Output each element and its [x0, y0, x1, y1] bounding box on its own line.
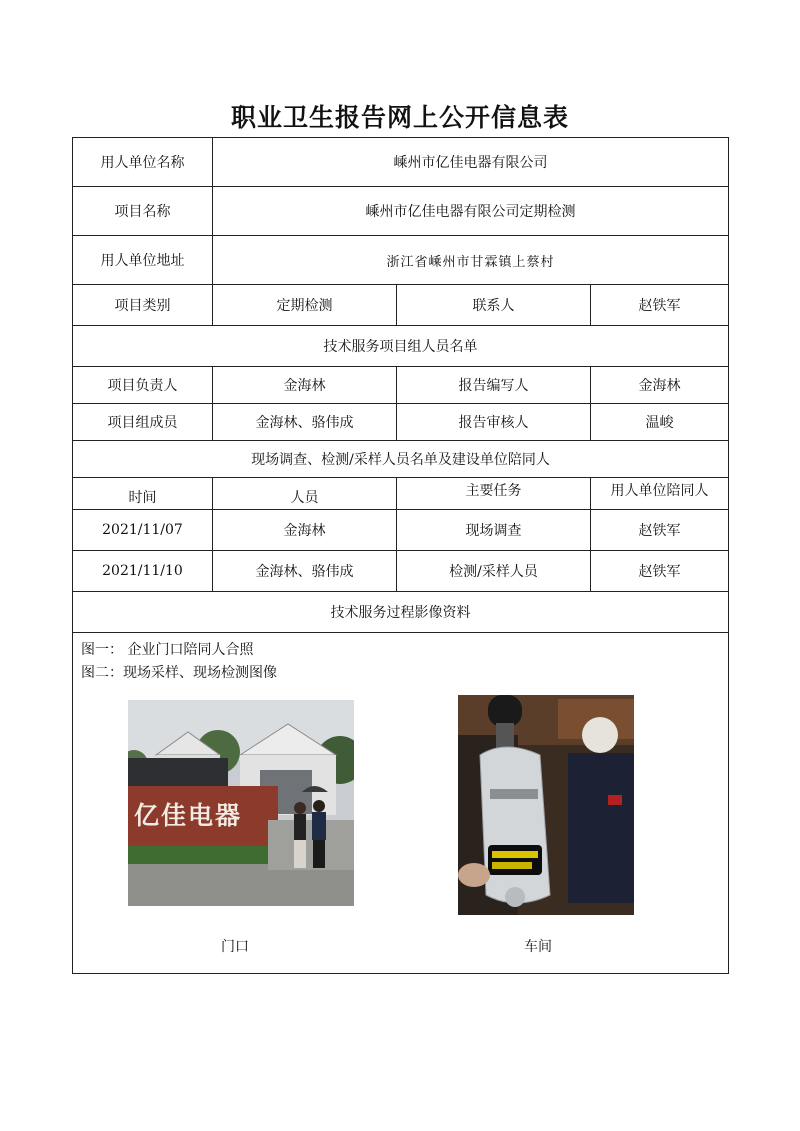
- address-label: 用人单位地址: [73, 236, 213, 285]
- writer-label: 报告编写人: [397, 367, 591, 404]
- survey-staff: 金海林: [213, 510, 397, 551]
- survey-task: 检测/采样人员: [397, 551, 591, 592]
- survey-task: 现场调查: [397, 510, 591, 551]
- column-escort: 用人单位陪同人: [591, 478, 729, 510]
- reviewer-label: 报告审核人: [397, 404, 591, 441]
- workshop-photo-label: 车间: [524, 939, 552, 955]
- survey-date: 2021/11/10: [73, 551, 213, 592]
- table-row: [73, 510, 729, 551]
- workshop-photo-image: [458, 695, 634, 915]
- reviewer-value: 温峻: [591, 404, 729, 441]
- team-heading: 技术服务项目组人员名单: [73, 326, 729, 367]
- category-row: [73, 285, 729, 326]
- survey-heading: 现场调查、检测/采样人员名单及建设单位陪同人: [73, 441, 729, 478]
- page-title: 职业卫生报告网上公开信息表: [230, 103, 569, 132]
- gate-photo-image: [128, 700, 354, 906]
- team-heading-row: [73, 326, 729, 367]
- info-table: [72, 137, 729, 974]
- gate-sign-text: 亿佳电器: [134, 801, 243, 830]
- team-members-row: [73, 404, 729, 441]
- members-label: 项目组成员: [73, 404, 213, 441]
- project-row: [73, 187, 729, 236]
- gate-photo-label: 门口: [221, 939, 249, 955]
- leader-value: 金海林: [213, 367, 397, 404]
- leader-label: 项目负责人: [73, 367, 213, 404]
- table-row: [73, 551, 729, 592]
- category-label: 项目类别: [73, 285, 213, 326]
- caption-figure-1: 图一： 企业门口陪同人合照: [81, 642, 254, 658]
- caption-figure-2: 图二：现场采样、现场检测图像: [81, 665, 277, 681]
- images-heading: 技术服务过程影像资料: [73, 592, 729, 633]
- survey-column-header: [73, 478, 729, 510]
- images-row: [73, 633, 729, 974]
- survey-escort: 赵铁军: [591, 551, 729, 592]
- survey-escort: 赵铁军: [591, 510, 729, 551]
- employer-label: 用人单位名称: [73, 138, 213, 187]
- workshop-photo: [458, 695, 634, 915]
- column-time: 时间: [73, 478, 213, 510]
- project-label: 项目名称: [73, 187, 213, 236]
- address-value: 浙江省嵊州市甘霖镇上蔡村: [213, 236, 729, 285]
- column-task: 主要任务: [397, 478, 591, 510]
- members-value: 金海林、骆伟成: [213, 404, 397, 441]
- images-heading-row: [73, 592, 729, 633]
- employer-row: [73, 138, 729, 187]
- survey-date: 2021/11/07: [73, 510, 213, 551]
- contact-value: 赵铁军: [591, 285, 729, 326]
- survey-staff: 金海林、骆伟成: [213, 551, 397, 592]
- team-leader-row: [73, 367, 729, 404]
- gate-photo: [128, 700, 354, 906]
- category-value: 定期检测: [213, 285, 397, 326]
- column-staff: 人员: [213, 478, 397, 510]
- survey-heading-row: [73, 441, 729, 478]
- contact-label: 联系人: [397, 285, 591, 326]
- images-cell: [73, 633, 729, 974]
- employer-value: 嵊州市亿佳电器有限公司: [213, 138, 729, 187]
- project-value: 嵊州市亿佳电器有限公司定期检测: [213, 187, 729, 236]
- writer-value: 金海林: [591, 367, 729, 404]
- address-row: [73, 236, 729, 285]
